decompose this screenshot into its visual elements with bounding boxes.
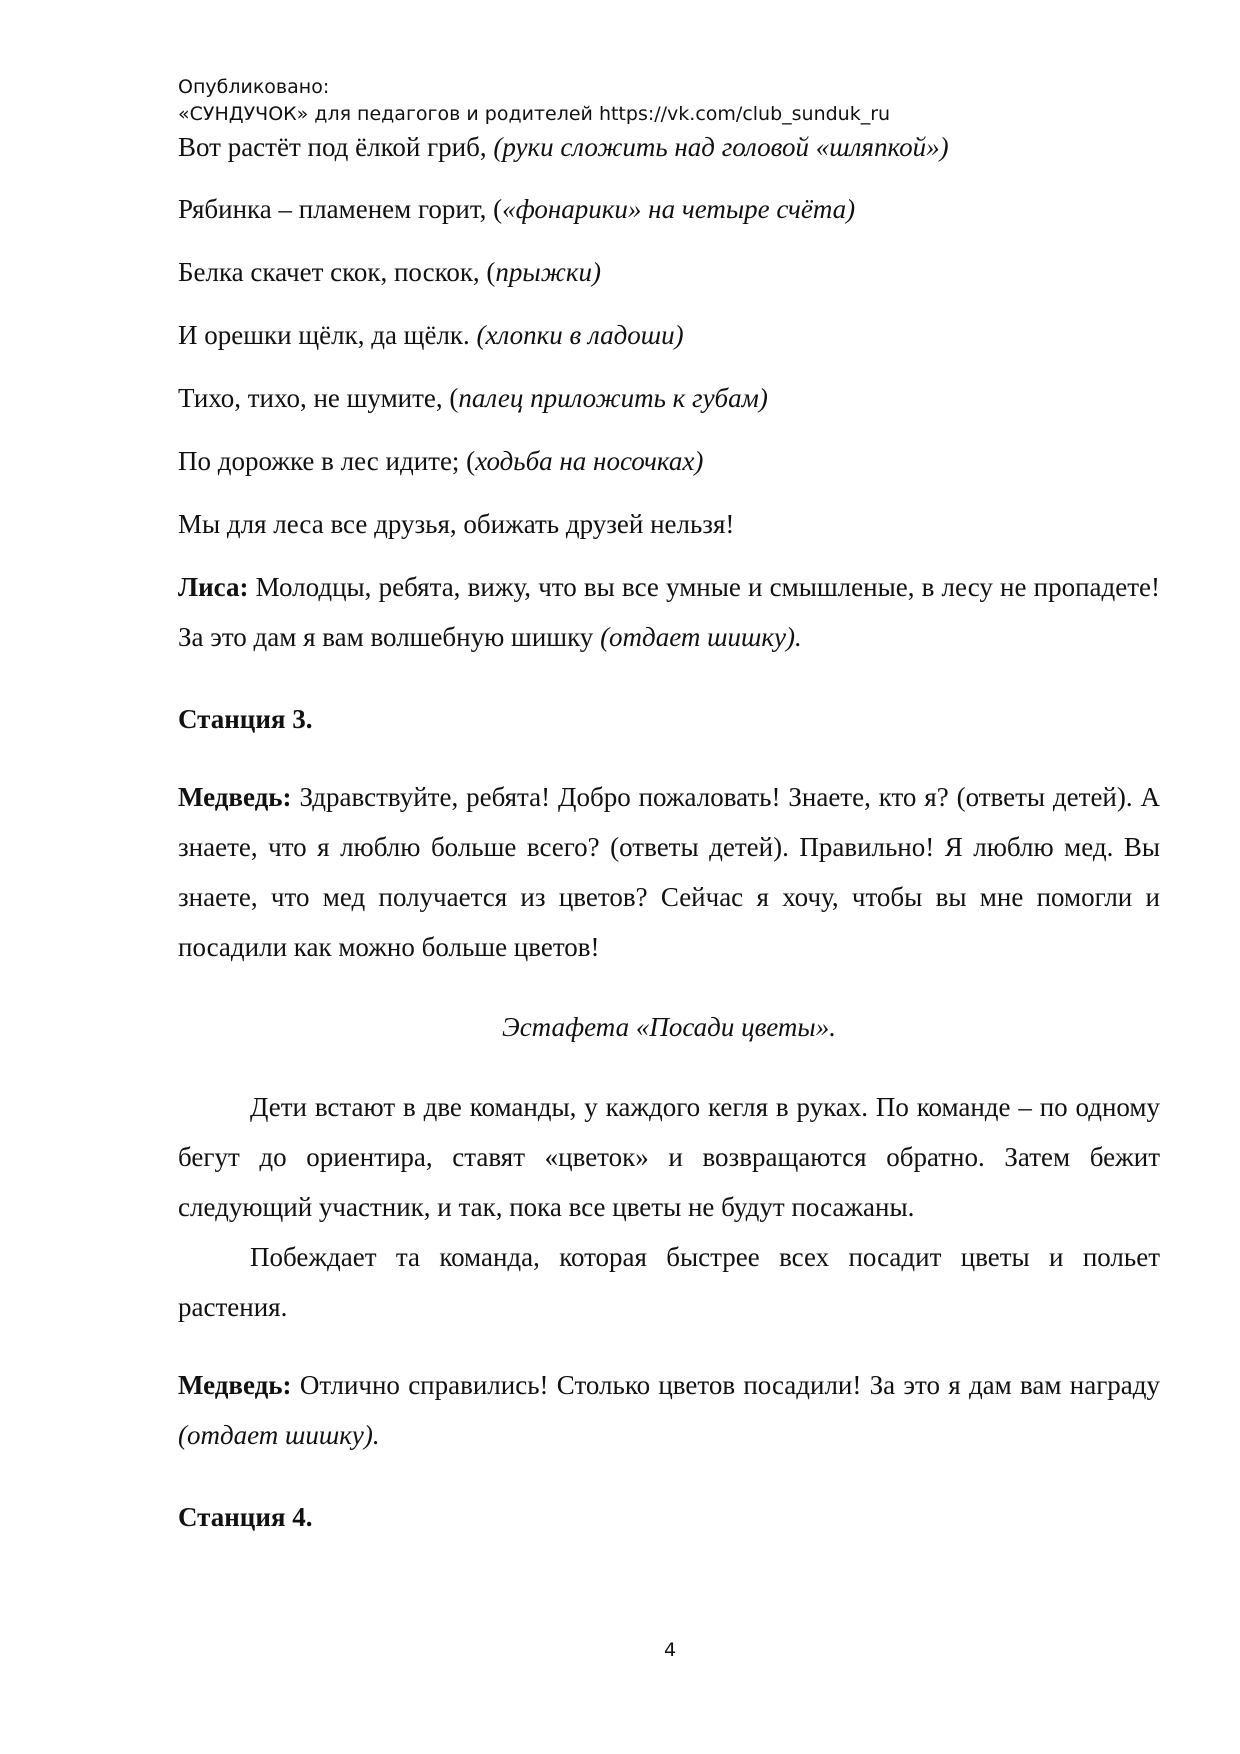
- poem-text: Вот растёт под ёлкой гриб,: [178, 132, 494, 162]
- poem-text: По дорожке в лес идите; (: [178, 446, 476, 476]
- poem-line-2: [178, 192, 855, 226]
- speaker-bear: Медведь:: [178, 782, 292, 812]
- poem-line-6: [178, 444, 703, 478]
- poem-note: ходьба на носочках): [475, 446, 704, 476]
- poem-line-3: [178, 255, 601, 289]
- bear-speech-2-text: Отлично справились! Столько цветов посадили! За это я дам вам награду: [291, 1370, 1160, 1400]
- poem-text: И орешки щёлк, да щёлк.: [178, 320, 477, 350]
- poem-note: прыжки): [495, 257, 601, 287]
- publisher-line: «СУНДУЧОК» для педагогов и родителей https://vk.com/club_sunduk_ru: [178, 103, 891, 125]
- bear-speech-2-note: (отдает шишку).: [178, 1420, 380, 1450]
- poem-line-4: [178, 318, 684, 352]
- speaker-bear: Медведь:: [178, 1370, 292, 1400]
- poem-note: (руки сложить над головой «шляпкой»): [493, 132, 949, 162]
- station-4-heading: Станция 4.: [178, 1502, 313, 1532]
- poem-line-7: [178, 507, 734, 541]
- poem-line-1: [178, 130, 949, 164]
- speaker-fox: Лиса:: [178, 572, 249, 602]
- poem-note: «фонарики» на четыре счёта): [502, 194, 856, 224]
- fox-speech-text: Молодцы, ребята, вижу, что вы все умные и смышленые, в лесу не пропадете! За это дам я вам волшебную шишку: [178, 572, 1160, 652]
- poem-line-5: [178, 381, 768, 415]
- published-label: Опубликовано:: [178, 76, 330, 98]
- publication-header: [178, 74, 1078, 128]
- bear-speech-1: [178, 772, 1160, 972]
- bear-speech-2: [178, 1360, 1160, 1460]
- poem-note: (хлопки в ладоши): [476, 320, 684, 350]
- relay-title: Эстафета «Посади цветы».: [502, 1012, 836, 1042]
- fox-speech-note: (отдает шишку).: [600, 622, 802, 652]
- fox-speech: [178, 562, 1160, 662]
- poem-note: палец приложить к губам): [458, 383, 768, 413]
- relay-description-1: Дети встают в две команды, у каждого кегля в руках. По команде – по одному бегут до ориентира, ставят «цветок» и возвращаются обратно. Затем бежит следующий участник, и так, пока все цветы не будут посажаны.: [178, 1092, 1160, 1222]
- poem-text: Белка скачет скок, поскок, (: [178, 257, 496, 287]
- poem-text: Мы для леса все друзья, обижать друзей нельзя!: [178, 509, 735, 539]
- bear-speech-1-text: Здравствуйте, ребята! Добро пожаловать! Знаете, кто я? (ответы детей). А знаете, что я люблю больше всего? (ответы детей). Правильно! Я люблю мед. Вы знаете, что мед получается из цветов? Сейчас я хочу, чтобы вы мне помогли и посадили как можно больше цветов!: [178, 782, 1160, 962]
- poem-text: Рябинка – пламенем горит, (: [178, 194, 503, 224]
- page-number: 4: [663, 1639, 677, 1661]
- station-3-heading: Станция 3.: [178, 704, 313, 734]
- poem-text: Тихо, тихо, не шумите, (: [178, 383, 459, 413]
- relay-description-2: Побеждает та команда, которая быстрее всех посадит цветы и польет растения.: [178, 1242, 1160, 1322]
